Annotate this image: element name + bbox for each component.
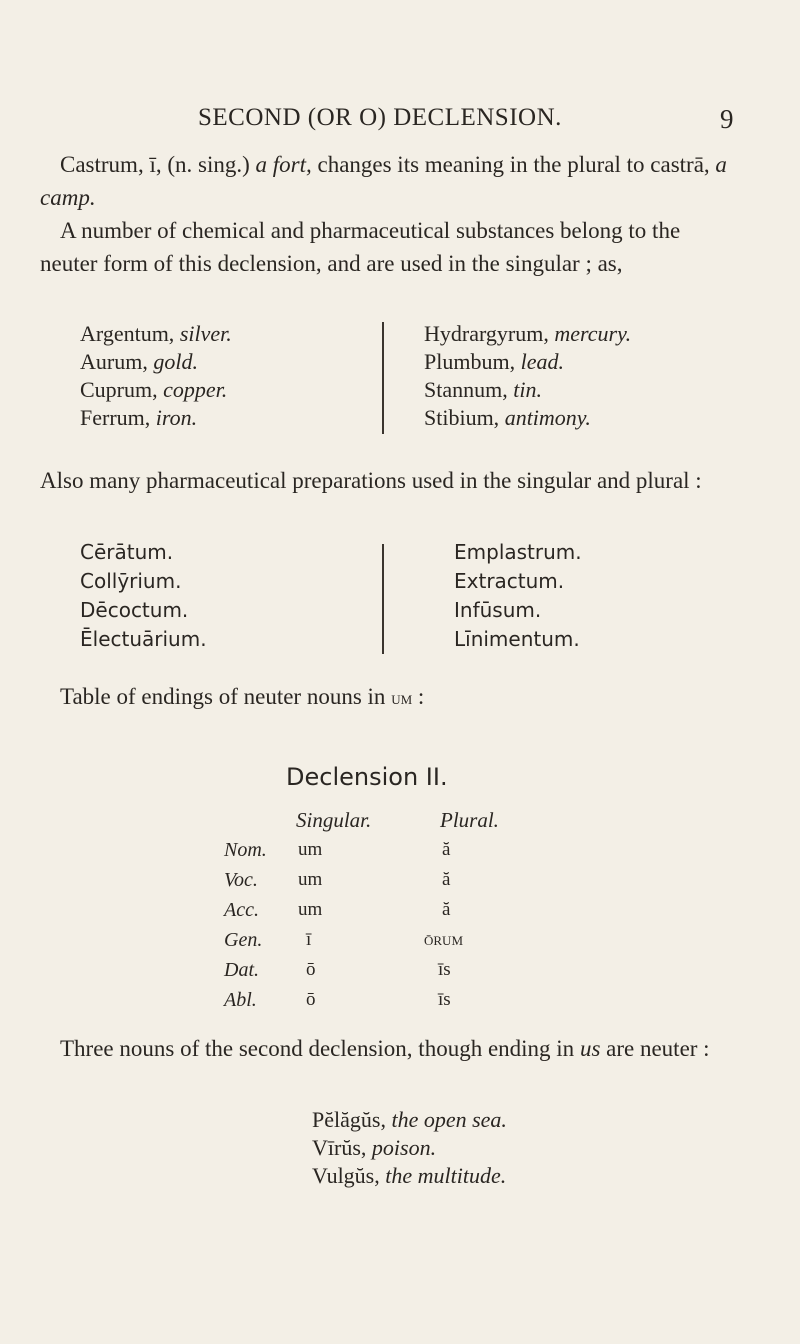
table-intro: Table of endings of neuter nouns in um : <box>60 684 425 709</box>
paragraph-neuter-us: Three nouns of the second declension, though ending in us are neuter : <box>60 1036 710 1061</box>
noun-item: Vīrŭs, poison. <box>312 1135 437 1160</box>
plural-header: Plural. <box>440 808 499 832</box>
paragraph-castrum <box>40 148 740 214</box>
noun-item: Pĕlăgŭs, the open sea. <box>312 1107 507 1132</box>
metals-list-left <box>80 320 232 432</box>
table-row: Dat. ō īs <box>224 959 451 981</box>
metal-item: Ferrum, iron. <box>80 405 198 430</box>
preparation-item: Infūsum. <box>454 598 542 622</box>
metal-item: Cuprum, copper. <box>80 377 228 402</box>
running-header <box>198 104 758 132</box>
table-row: Acc. um ă <box>224 899 451 921</box>
table-header-row <box>296 808 556 834</box>
preparation-item: Emplastrum. <box>454 540 582 564</box>
metal-item: Argentum, silver. <box>80 321 232 346</box>
castra-form: to castrā, <box>626 152 710 177</box>
metal-item: Aurum, gold. <box>80 349 198 374</box>
castrum-lemma: Castrum, ī, (n. sing.) <box>60 152 250 177</box>
table-row: Voc. um ă <box>224 869 451 891</box>
metal-item: Plumbum, lead. <box>424 349 564 374</box>
paragraph-preparations: Also many pharmaceutical preparations used in the singular and plural : <box>40 468 702 493</box>
chapter-title: SECOND (OR O) DECLENSION. <box>198 104 562 131</box>
preparations-list-right <box>454 538 582 654</box>
ending-um: um <box>391 688 413 709</box>
column-divider <box>382 322 384 434</box>
table-row: Abl. ō īs <box>224 989 451 1011</box>
preparations-list-left <box>80 538 207 654</box>
metal-item: Hydrargyrum, mercury. <box>424 321 632 346</box>
table-row: Gen. ī ōrum <box>224 929 464 951</box>
castrum-gloss: a fort, <box>255 152 312 177</box>
neuter-us-list <box>312 1106 507 1190</box>
preparation-item: Dēcoctum. <box>80 598 189 622</box>
preparation-item: Collȳrium. <box>80 569 182 593</box>
column-divider <box>382 544 384 654</box>
preparation-item: Ēlectuārium. <box>80 627 207 651</box>
castra-gloss: a camp. <box>40 152 727 210</box>
ending-us: us <box>579 1036 601 1061</box>
preparation-item: Līnimentum. <box>454 627 580 651</box>
page-number: 9 <box>720 104 734 134</box>
metals-list-right <box>424 320 631 432</box>
noun-item: Vulgŭs, the multitude. <box>312 1163 507 1188</box>
paragraph-chemicals: A number of chemical and pharmaceutical substances belong to the neuter form of this declension, and are used in the singular ; as, <box>40 218 681 276</box>
declension-title: Declension II. <box>286 763 448 791</box>
metal-item: Stibium, antimony. <box>424 405 591 430</box>
preparation-item: Extractum. <box>454 569 565 593</box>
preparation-item: Cērātum. <box>80 540 174 564</box>
metal-item: Stannum, tin. <box>424 377 542 402</box>
table-row: Nom. um ă <box>224 839 451 861</box>
castrum-text: changes its meaning in the plural <box>317 152 621 177</box>
singular-header: Singular. <box>296 808 372 832</box>
